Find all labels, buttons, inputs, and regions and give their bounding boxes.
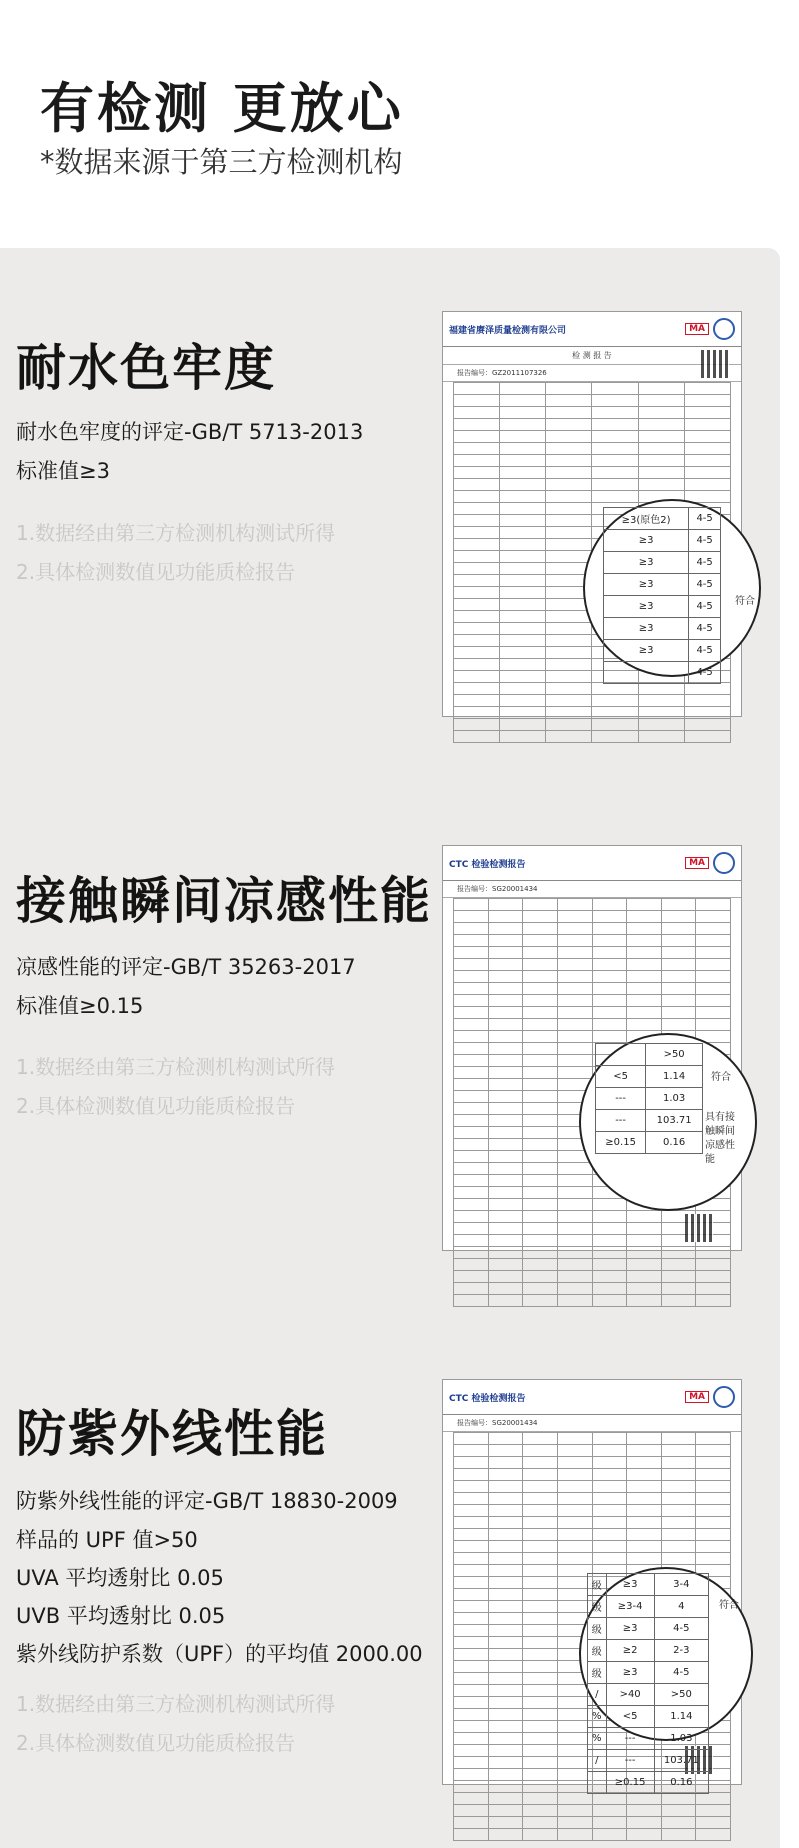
zoom-cell: 103.71 (654, 1750, 708, 1772)
zoom-side-text: 符合 (719, 1600, 739, 1611)
report-table-row (454, 1271, 731, 1283)
zoom-cell: --- (606, 1750, 654, 1772)
report-table-row (454, 1283, 731, 1295)
qr-code-icon (685, 1214, 713, 1242)
report-header (443, 312, 741, 347)
standard-line: UVA 平均透射比 0.05 (16, 1566, 224, 1590)
zoom-row (588, 1574, 709, 1596)
report-table-row (454, 947, 731, 959)
zoom-row (604, 508, 721, 530)
cnas-seal-icon (713, 1386, 735, 1408)
zoom-cell: ≥3 (606, 1618, 654, 1640)
note-line: 1.数据经由第三方检测机构测试所得 (16, 521, 336, 545)
zoom-side-text: 符合 (735, 596, 755, 607)
hero-subtitle: *数据来源于第三方检测机构 (40, 145, 403, 179)
zoom-cell: --- (606, 1728, 654, 1750)
report-table-row (454, 1247, 731, 1259)
zoom-cell: 级 (588, 1618, 607, 1640)
report-table-row (454, 443, 731, 455)
report-table-row (454, 1445, 731, 1457)
zoom-cell: ≥3 (604, 640, 689, 662)
zoom-cell: 0.16 (654, 1772, 708, 1794)
zoom-cell: 级 (588, 1596, 607, 1618)
ma-stamp: MA (685, 323, 709, 335)
zoom-row (588, 1706, 709, 1728)
report-table-row (454, 1541, 731, 1553)
zoom-cell: 4-5 (689, 596, 721, 618)
zoom-row (588, 1772, 709, 1794)
note-line: 1.数据经由第三方检测机构测试所得 (16, 1692, 336, 1716)
report-heading: 检 测 报 告 (443, 347, 741, 365)
zoom-cell: >50 (646, 1044, 703, 1066)
standard-line: 样品的 UPF 值>50 (16, 1528, 198, 1552)
note-line: 2.具体检测数值见功能质检报告 (16, 560, 296, 584)
zoom-row (604, 640, 721, 662)
report-header (443, 1380, 741, 1415)
report-table-row (454, 1529, 731, 1541)
report-table-row (454, 1259, 731, 1271)
report-table-row (454, 899, 731, 911)
ma-stamp: MA (685, 857, 709, 869)
report-org: CTC 检验检测报告 (449, 859, 526, 870)
zoom-cell: 4 (654, 1596, 708, 1618)
standard-line: 标准值≥0.15 (16, 994, 144, 1018)
zoom-cell: 4-5 (689, 508, 721, 530)
magnifier-zoom (579, 1033, 757, 1211)
zoom-cell: ≥3 (604, 552, 689, 574)
standard-line: 防紫外线性能的评定-GB/T 18830-2009 (16, 1489, 398, 1513)
report-table-row (454, 383, 731, 395)
standard-line: 耐水色牢度的评定-GB/T 5713-2013 (16, 420, 364, 444)
zoom-row (604, 574, 721, 596)
zoom-row (588, 1640, 709, 1662)
report-table-row (454, 455, 731, 467)
zoom-cell: ≥3-4 (606, 1596, 654, 1618)
report-org: CTC 检验检测报告 (449, 1393, 526, 1404)
report-number: 报告编号：SG20001434 (443, 881, 741, 898)
section-title: 接触瞬间凉感性能 (16, 872, 432, 930)
report-table-row (454, 1457, 731, 1469)
zoom-cell: --- (596, 1110, 646, 1132)
standard-line: 凉感性能的评定-GB/T 35263-2017 (16, 955, 356, 979)
zoom-cell: ≥0.15 (606, 1772, 654, 1794)
report-table-row (454, 923, 731, 935)
zoom-cell: >40 (606, 1684, 654, 1706)
zoom-cell (596, 1044, 646, 1066)
report-header (443, 846, 741, 881)
note-line: 1.数据经由第三方检测机构测试所得 (16, 1055, 336, 1079)
report-table-row (454, 1517, 731, 1529)
report-table-row (454, 1007, 731, 1019)
zoom-cell: % (588, 1706, 607, 1728)
magnifier-zoom (579, 1567, 753, 1788)
report-table-row (454, 707, 731, 719)
zoom-cell: ≥2 (606, 1640, 654, 1662)
zoom-cell: 1.03 (654, 1728, 708, 1750)
report-table-row (454, 911, 731, 923)
zoom-row (596, 1088, 703, 1110)
zoom-cell: 1.14 (646, 1066, 703, 1088)
zoom-cell: 级 (588, 1640, 607, 1662)
zoom-row (596, 1132, 703, 1154)
zoom-cell: 4-5 (689, 574, 721, 596)
cnas-seal-icon (713, 852, 735, 874)
report-table-row (454, 467, 731, 479)
zoom-row (588, 1684, 709, 1706)
zoom-row (588, 1750, 709, 1772)
zoom-cell: 级 (588, 1574, 607, 1596)
zoom-row (596, 1044, 703, 1066)
report-table-row (454, 1295, 731, 1307)
report-table-row (454, 1805, 731, 1817)
test-report-image (442, 845, 742, 1251)
report-table-row (454, 731, 731, 743)
report-table-row (454, 1817, 731, 1829)
zoom-row (596, 1110, 703, 1132)
standard-line: UVB 平均透射比 0.05 (16, 1604, 226, 1628)
ma-stamp: MA (685, 1391, 709, 1403)
report-table-row (454, 1829, 731, 1841)
zoom-cell: 级 (588, 1662, 607, 1684)
zoom-row (604, 552, 721, 574)
section-title: 防紫外线性能 (16, 1405, 328, 1463)
report-table-row (454, 1505, 731, 1517)
report-table-row (454, 1553, 731, 1565)
report-table-row (454, 1019, 731, 1031)
zoom-cell: 4-5 (654, 1662, 708, 1684)
zoom-cell: % (588, 1728, 607, 1750)
report-table-row (454, 395, 731, 407)
report-org: 福建省赓泽质量检测有限公司 (449, 325, 567, 336)
standard-line: 标准值≥3 (16, 459, 110, 483)
report-table-row (454, 1433, 731, 1445)
report-table-row (454, 971, 731, 983)
zoom-cell: 4-5 (689, 530, 721, 552)
zoom-cell: 4-5 (689, 552, 721, 574)
report-table-row (454, 719, 731, 731)
report-table-row (454, 1469, 731, 1481)
zoom-cell: <5 (596, 1066, 646, 1088)
zoom-cell: >50 (654, 1684, 708, 1706)
zoom-cell: ≥3 (604, 596, 689, 618)
zoom-cell: ≥3 (606, 1574, 654, 1596)
test-report-image (442, 1379, 742, 1788)
zoom-cell (604, 662, 689, 684)
test-report-image (442, 311, 755, 717)
zoom-row (604, 530, 721, 552)
report-table-row (454, 983, 731, 995)
zoom-side-text: 符合 (711, 1072, 731, 1083)
zoom-row (588, 1728, 709, 1750)
zoom-row (604, 618, 721, 640)
cnas-seal-icon (713, 318, 735, 340)
report-table-row (454, 431, 731, 443)
zoom-cell: 4-5 (689, 640, 721, 662)
zoom-cell: / (588, 1750, 607, 1772)
report-table-row (454, 959, 731, 971)
hero-title: 有检测 更放心 (40, 77, 404, 140)
report-number: 报告编号：GZ2011107326 (443, 365, 741, 382)
note-line: 2.具体检测数值见功能质检报告 (16, 1731, 296, 1755)
zoom-cell: ≥3 (604, 530, 689, 552)
report-table-row (454, 1493, 731, 1505)
report-table-row (454, 419, 731, 431)
zoom-cell: ≥3 (604, 618, 689, 640)
zoom-cell: 4-5 (689, 662, 721, 684)
zoom-cell: 1.03 (646, 1088, 703, 1110)
report-table-row (454, 695, 731, 707)
zoom-cell (588, 1772, 607, 1794)
report-table-row (454, 407, 731, 419)
zoom-cell: 103.71 (646, 1110, 703, 1132)
report-table-row (454, 683, 731, 695)
zoom-row (604, 662, 721, 684)
zoom-cell: --- (596, 1088, 646, 1110)
report-table-row (454, 1481, 731, 1493)
zoom-row (596, 1066, 703, 1088)
note-line: 2.具体检测数值见功能质检报告 (16, 1094, 296, 1118)
zoom-cell: 4-5 (654, 1618, 708, 1640)
standard-line: 紫外线防护系数（UPF）的平均值 2000.00 (16, 1642, 423, 1666)
zoom-cell: / (588, 1684, 607, 1706)
zoom-row (588, 1662, 709, 1684)
zoom-cell: ≥0.15 (596, 1132, 646, 1154)
zoom-row (604, 596, 721, 618)
report-number: 报告编号：SG20001434 (443, 1415, 741, 1432)
zoom-cell: 0.16 (646, 1132, 703, 1154)
magnifier-zoom (583, 499, 761, 677)
zoom-cell: ≥3 (606, 1662, 654, 1684)
zoom-row (588, 1618, 709, 1640)
report-table-row (454, 479, 731, 491)
zoom-cell: 2-3 (654, 1640, 708, 1662)
report-table-row (454, 995, 731, 1007)
zoom-cell: <5 (606, 1706, 654, 1728)
report-table-row (454, 935, 731, 947)
zoom-cell: 4-5 (689, 618, 721, 640)
zoom-cell: ≥3(原色2) (604, 508, 689, 530)
zoom-cell: 3-4 (654, 1574, 708, 1596)
zoom-cell: 1.14 (654, 1706, 708, 1728)
zoom-cell: ≥3 (604, 574, 689, 596)
report-table-row (454, 1793, 731, 1805)
zoom-row (588, 1596, 709, 1618)
qr-code-icon (701, 350, 729, 378)
zoom-side-text-2: 具有接触瞬间凉感性能 (705, 1112, 735, 1165)
section-title: 耐水色牢度 (16, 339, 276, 397)
